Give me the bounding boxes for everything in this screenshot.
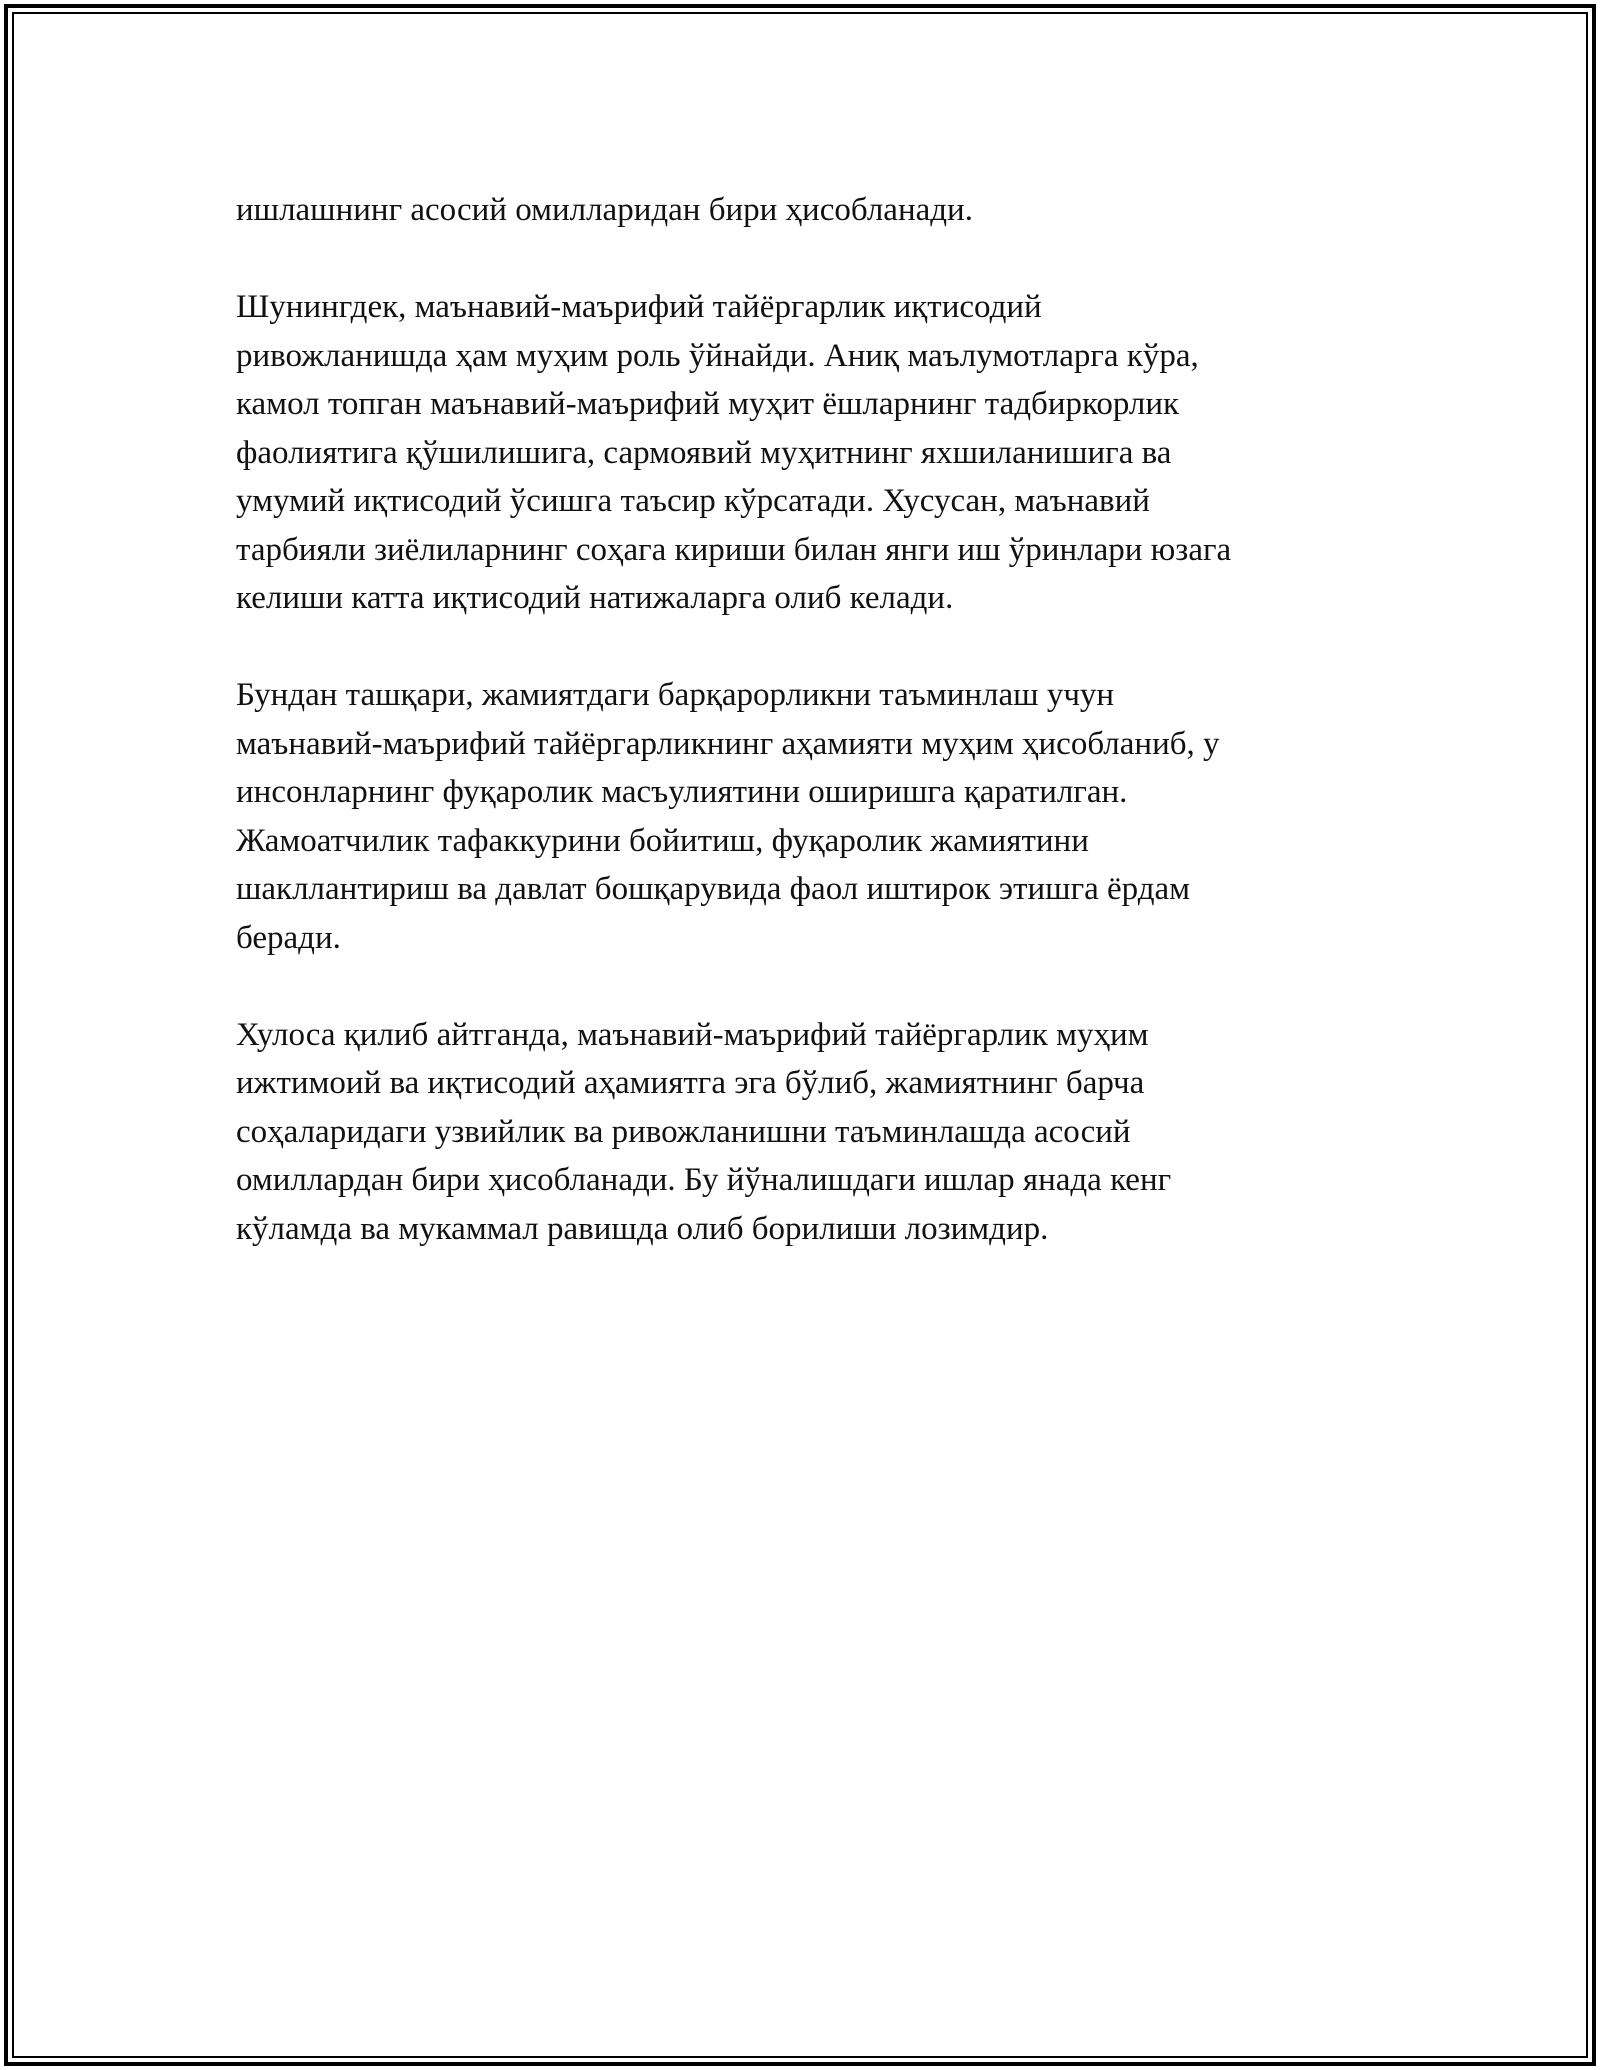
paragraph-1: ишлашнинг асосий омилларидан бири ҳисобланади. [236,192,973,228]
paragraph-4: Хулоса қилиб айтганда, маънавий-маърифий тайёргарлик муҳим ижтимоий ва иқтисодий аҳамиятга эга бўлиб, жамиятнинг барча соҳаларидаги узвийлик ва ривожланишни таъминлашда асосий омиллардан бири ҳисобланади. Бу йўналишдаги ишлар янада кенг кўламда ва мукаммал равишда олиб борилиши лозимдир. [236,1016,1172,1247]
document-body [236,186,1366,1302]
paragraph-3: Бундан ташқари, жамиятдаги барқарорликни таъминлаш учун маънавий-маърифий тайёргарликнинг аҳамияти муҳим ҳисобланиб, у инсонларнинг фуқаролик масъулиятини оширишга қаратилган. Жамоатчилик тафаккурини бойитиш, фуқаролик жамиятини шакллантириш ва давлат бошқарувида фаол иштирок этишга ёрдам беради. [236,677,1220,956]
paragraph-2: Шунингдек, маънавий-маърифий тайёргарлик иқтисодий ривожланишда ҳам муҳим роль ўйнайди. Аниқ маълумотларга кўра, камол топган маънавий-маърифий муҳит ёшларнинг тадбиркорлик фаолиятига қўшилишига, сармоявий муҳитнинг яхшиланишига ва умумий иқтисодий ўсишга таъсир кўрсатади. Хусусан, маънавий тарбияли зиёлиларнинг соҳага кириши билан янги иш ўринлари юзага келиши катта иқтисодий натижаларга олиб келади. [236,289,1232,616]
